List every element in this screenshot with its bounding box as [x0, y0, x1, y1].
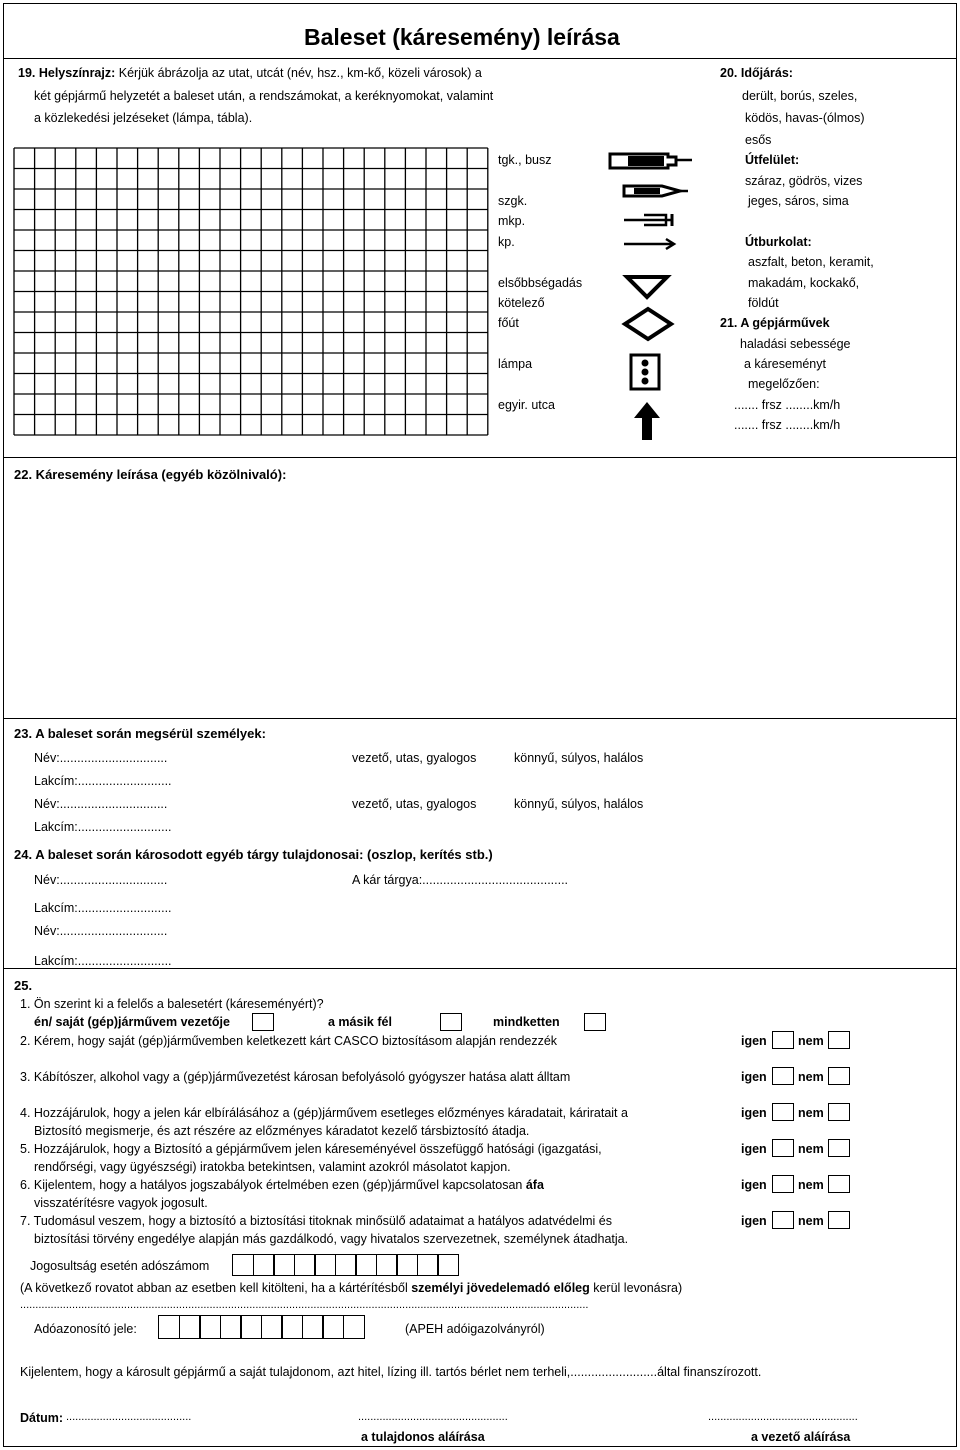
divider-25	[3, 968, 957, 969]
pavement-1: aszfalt, beton, keramit,	[748, 255, 874, 269]
q1-opt-other: a másik fél	[328, 1015, 392, 1029]
legend-car: szgk.	[498, 194, 528, 208]
q3-igen: igen	[741, 1070, 767, 1084]
s19-line3: a közlekedési jelzéseket (lámpa, tábla).	[34, 111, 253, 125]
priority-road-icon	[622, 306, 674, 342]
owner-2-address[interactable]: Lakcím:...........................	[34, 954, 172, 968]
traffic-light-icon	[628, 352, 662, 392]
q1-opt-both: mindketten	[493, 1015, 560, 1029]
tax-number-label: Jogosultság esetén adószámom	[30, 1259, 210, 1273]
s25-heading: 25.	[14, 978, 33, 993]
legend-one-way: egyir. utca	[498, 398, 555, 412]
injured-1-injury[interactable]: könnyű, súlyos, halálos	[514, 751, 644, 765]
legend-truck: tgk., busz	[498, 153, 552, 167]
damaged-object[interactable]: A kár tárgya:..........................................	[352, 873, 569, 887]
injured-1-address[interactable]: Lakcím:...........................	[34, 774, 172, 788]
injured-2-address[interactable]: Lakcím:...........................	[34, 820, 172, 834]
car-icon	[620, 182, 690, 200]
q6-text-a	[20, 1178, 544, 1192]
legend-mandatory: kötelező	[498, 296, 545, 310]
sketch-grid[interactable]	[0, 0, 960, 460]
legend-lamp: lámpa	[498, 357, 533, 371]
q7-text-a: 7. Tudomásul veszem, hogy a biztosító a biztosítási titoknak minősülő adataimat a hatályos adatvédelmi és	[20, 1214, 612, 1228]
q6-nem: nem	[798, 1178, 824, 1192]
q1-self-checkbox[interactable]	[252, 1013, 274, 1031]
q5-igen-checkbox[interactable]	[772, 1139, 794, 1157]
s24-heading: 24. A baleset során károsodott egyéb tárgy tulajdonosai: (oszlop, kerítés stb.)	[14, 847, 493, 862]
s21-line2: a káreseményt	[744, 357, 826, 371]
tax-id-boxes[interactable]	[158, 1315, 363, 1339]
legend-bike: kp.	[498, 235, 515, 249]
q4-text-a: 4. Hozzájárulok, hogy a jelen kár elbírálásához a (gép)járművem esetleges előzményes káradatait, káriratait a	[20, 1106, 628, 1120]
q5-nem: nem	[798, 1142, 824, 1156]
motorcycle-icon	[622, 212, 682, 228]
pavement-2: makadám, kockakő,	[748, 276, 860, 290]
tax-dots: ..........................................................................................................................................................................................	[20, 1299, 589, 1311]
q3-nem-checkbox[interactable]	[828, 1067, 850, 1085]
legend-main-road: főút	[498, 316, 519, 330]
driver-signature-line[interactable]: .................................................	[708, 1411, 858, 1423]
q5-igen: igen	[741, 1142, 767, 1156]
tax-id-label: Adóazonosító jele:	[34, 1322, 137, 1336]
q4-igen-checkbox[interactable]	[772, 1103, 794, 1121]
q6-text-b: visszatérítésre vagyok jogosult.	[34, 1196, 208, 1210]
speed-field-1[interactable]: ....... frsz ........km/h	[734, 398, 841, 412]
q2-nem-checkbox[interactable]	[828, 1031, 850, 1049]
s19-heading: 19. Helyszínrajz:	[18, 66, 116, 80]
truck-bus-icon	[606, 150, 696, 172]
injured-2-name[interactable]: Név:...............................	[34, 797, 168, 811]
q7-nem-checkbox[interactable]	[828, 1211, 850, 1229]
q1-text: 1. Ön szerint ki a felelős a balesetért (káreseményért)?	[20, 997, 324, 1011]
q6-igen-checkbox[interactable]	[772, 1175, 794, 1193]
q2-igen: igen	[741, 1034, 767, 1048]
apeh-note: (APEH adóigazolványról)	[405, 1322, 545, 1336]
ownership-declaration: Kijelentem, hogy a károsult gépjármű a saját tulajdonom, azt hitel, lízing ill. tartós bérlet nem terheli,.........................által finanszírozott.	[20, 1365, 762, 1379]
divider-23	[3, 718, 957, 719]
yield-sign-icon	[624, 274, 670, 300]
q4-nem: nem	[798, 1106, 824, 1120]
owner-signature-label: a tulajdonos aláírása	[361, 1430, 485, 1444]
s20-heading: 20. Időjárás:	[720, 66, 793, 80]
tax-note-bold: személyi jövedelemadó előleg	[411, 1281, 590, 1295]
q1-opt-self: én/ saját (gép)járművem vezetője	[34, 1015, 230, 1029]
page-title: Baleset (káresemény) leírása	[304, 24, 620, 50]
driver-signature-label: a vezető aláírása	[751, 1430, 851, 1444]
q5-nem-checkbox[interactable]	[828, 1139, 850, 1157]
surface-heading: Útfelület:	[745, 153, 800, 167]
q1-other-checkbox[interactable]	[440, 1013, 462, 1031]
tax-note-pre: (A következő rovatot abban az esetben kell kitölteni, ha a kártérítésből	[20, 1281, 412, 1295]
surface-1: száraz, gödrös, vizes	[745, 174, 863, 188]
tax-note-post: kerül levonásra)	[589, 1281, 683, 1295]
description-area[interactable]	[14, 488, 944, 710]
q2-nem: nem	[798, 1034, 824, 1048]
q7-igen-checkbox[interactable]	[772, 1211, 794, 1229]
date-label: Dátum:	[20, 1411, 64, 1425]
q5-text-a: 5. Hozzájárulok, hogy a Biztosító a gépjárművem jelen káreseményével összefüggő hatósági (igazgatási,	[20, 1142, 602, 1156]
s23-heading: 23. A baleset során megsérül személyek:	[14, 726, 266, 741]
q1-both-checkbox[interactable]	[584, 1013, 606, 1031]
owner-signature-line[interactable]: .................................................	[358, 1411, 508, 1423]
speed-field-2[interactable]: ....... frsz ........km/h	[734, 418, 841, 432]
q5-text-b: rendőrségi, vagy ügyészségi) iratokba betekintsen, valamint azokról másolatot kapjon.	[34, 1160, 511, 1174]
owner-2-name[interactable]: Név:...............................	[34, 924, 168, 938]
q7-nem: nem	[798, 1214, 824, 1228]
q6-text-pre: 6. Kijelentem, hogy a hatályos jogszabályok értelmében ezen (gép)járművel kapcsolatosan	[20, 1178, 526, 1192]
q6-igen: igen	[741, 1178, 767, 1192]
injured-1-name[interactable]: Név:...............................	[34, 751, 168, 765]
s19-line2: két gépjármű helyzetét a baleset után, a rendszámokat, a keréknyomokat, valamint	[34, 89, 494, 103]
s21-heading: 21. A gépjárművek	[720, 316, 830, 330]
injured-1-role[interactable]: vezető, utas, gyalogos	[352, 751, 477, 765]
pavement-heading: Útburkolat:	[745, 235, 812, 249]
q2-igen-checkbox[interactable]	[772, 1031, 794, 1049]
pavement-3: földút	[748, 296, 779, 310]
owner-1-address[interactable]: Lakcím:...........................	[34, 901, 172, 915]
injured-2-injury[interactable]: könnyű, súlyos, halálos	[514, 797, 644, 811]
s22-heading: 22. Káresemény leírása (egyéb közölnivaló):	[14, 467, 287, 482]
q4-text-b: Biztosító megismerje, és azt részére az előzményes káradatot kezelő társbiztosító átadja.	[34, 1124, 530, 1138]
q6-text-bold: áfa	[525, 1178, 544, 1192]
q7-text-b: biztosítási törvény engedélye alapján más gazdálkodó, vagy hivatalos szervezetnek, személynek átadhatja.	[34, 1232, 629, 1246]
one-way-arrow-icon	[632, 400, 662, 442]
weather-2: ködös, havas-(ólmos)	[745, 111, 865, 125]
s21-line3: megelőzően:	[748, 377, 820, 391]
q4-nem-checkbox[interactable]	[828, 1103, 850, 1121]
q3-nem: nem	[798, 1070, 824, 1084]
bicycle-icon	[622, 236, 682, 252]
s19-text1: Kérjük ábrázolja az utat, utcát (név, hsz., km-kő, közeli városok) a	[118, 66, 482, 80]
weather-1: derült, borús, szeles,	[742, 89, 858, 103]
legend-moto: mkp.	[498, 214, 526, 228]
injured-2-role[interactable]: vezető, utas, gyalogos	[352, 797, 477, 811]
weather-3: esős	[745, 133, 772, 147]
q2-text: 2. Kérem, hogy saját (gép)járművemben keletkezett kárt CASCO biztosításom alapján rendezzék	[20, 1034, 558, 1048]
q6-nem-checkbox[interactable]	[828, 1175, 850, 1193]
q3-text: 3. Kábítószer, alkohol vagy a (gép)járművezetést károsan befolyásoló gyógyszer hatása alatt álltam	[20, 1070, 571, 1084]
q7-igen: igen	[741, 1214, 767, 1228]
legend-yield: elsőbbségadás	[498, 276, 583, 290]
owner-1-name[interactable]: Név:...............................	[34, 873, 168, 887]
date-field[interactable]: .........................................	[66, 1411, 192, 1423]
surface-2: jeges, sáros, sima	[748, 194, 849, 208]
q3-igen-checkbox[interactable]	[772, 1067, 794, 1085]
tax-note	[20, 1281, 682, 1295]
s21-line1: haladási sebessége	[740, 337, 851, 351]
tax-number-boxes[interactable]	[232, 1254, 458, 1276]
q4-igen: igen	[741, 1106, 767, 1120]
